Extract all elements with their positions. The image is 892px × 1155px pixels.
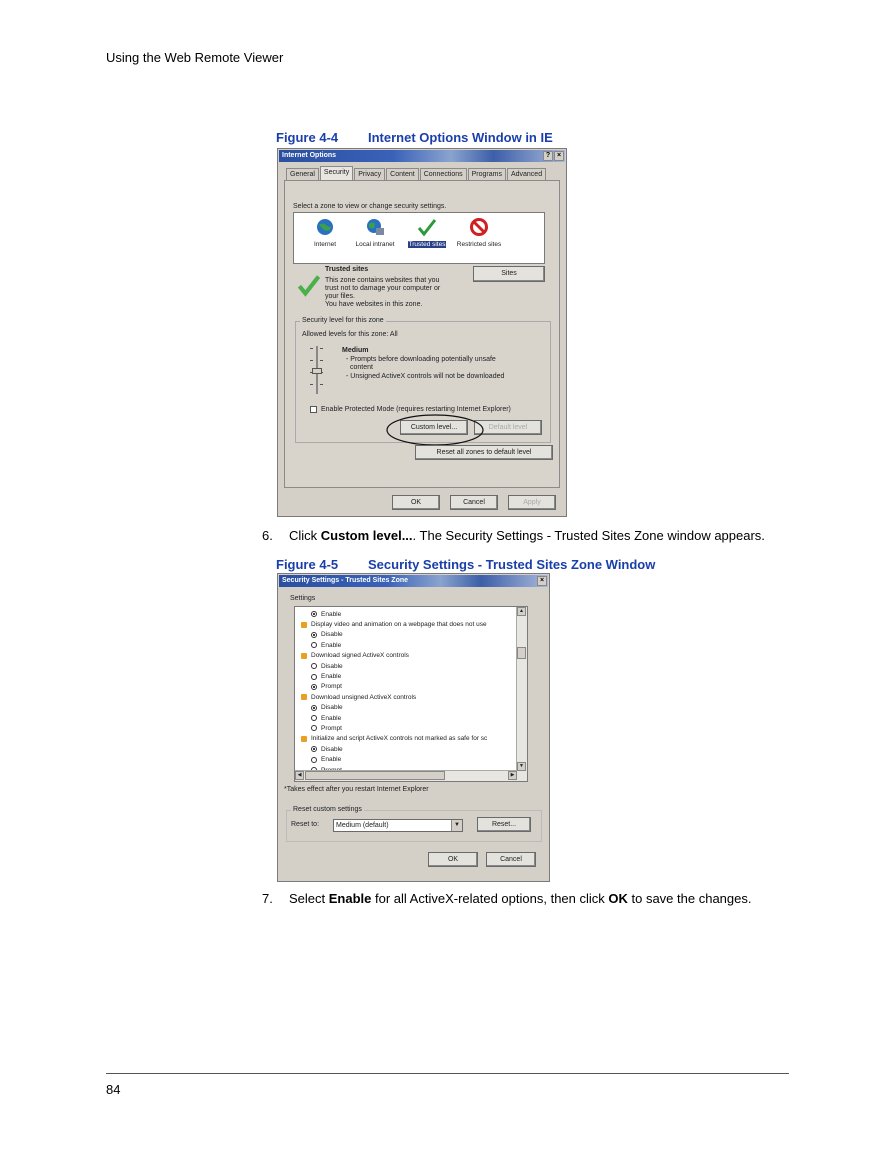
figure-number: Figure 4-4: [276, 130, 339, 145]
zone-local-intranet[interactable]: [350, 217, 400, 248]
security-settings-window: [277, 573, 550, 882]
slider-thumb[interactable]: [312, 368, 322, 374]
checkmark-icon: [417, 217, 437, 237]
radio-button[interactable]: [311, 674, 317, 680]
radio-button[interactable]: [311, 642, 317, 648]
setting-radio-option[interactable]: [311, 744, 487, 754]
radio-button[interactable]: [311, 725, 317, 731]
security-slider[interactable]: [310, 346, 324, 394]
globe-icon: [315, 217, 335, 237]
zone-label: Local intranet: [355, 241, 395, 248]
cancel-button[interactable]: Cancel: [486, 852, 536, 867]
figure-number: Figure 4-5: [276, 557, 339, 572]
step-bold: Custom level...: [320, 528, 413, 543]
window-titlebar: [279, 150, 565, 162]
level-name: Medium: [342, 347, 369, 354]
window-title: Security Settings - Trusted Sites Zone: [282, 577, 409, 584]
setting-radio-option[interactable]: [311, 630, 487, 640]
horizontal-scrollbar[interactable]: [295, 770, 517, 781]
radio-button[interactable]: [311, 715, 317, 721]
settings-item-icon: [301, 653, 307, 659]
setting-label: Enable: [321, 756, 342, 764]
step-text: for all ActiveX-related options, then click: [371, 891, 609, 906]
ok-button[interactable]: OK: [392, 495, 440, 510]
zone-title: Trusted sites: [325, 266, 369, 273]
tab-strip: [286, 168, 547, 180]
radio-button[interactable]: [311, 632, 317, 638]
radio-button[interactable]: [311, 684, 317, 690]
setting-label: Display video and animation on a webpage that does not use: [311, 621, 487, 629]
zone-list: [293, 212, 545, 264]
level-desc-line: - Prompts before downloading potentially unsafe: [346, 356, 496, 363]
checkmark-icon: [297, 273, 321, 297]
step-number: 7.: [262, 891, 273, 906]
default-level-button[interactable]: Default level: [474, 420, 542, 435]
zone-desc-line: This zone contains websites that you: [325, 277, 440, 284]
setting-radio-option[interactable]: [311, 609, 487, 619]
step-bold: Enable: [328, 891, 372, 906]
zone-trusted-sites[interactable]: [402, 217, 452, 248]
radio-button[interactable]: [311, 757, 317, 763]
reset-to-value: Medium (default): [336, 822, 389, 829]
running-header: Using the Web Remote Viewer: [106, 50, 284, 65]
window-titlebar: [279, 575, 548, 587]
setting-label: Enable: [321, 610, 342, 618]
zone-restricted-sites[interactable]: [454, 217, 504, 248]
zone-prompt: Select a zone to view or change security settings.: [293, 203, 447, 210]
settings-items: [311, 609, 487, 775]
zone-internet[interactable]: [300, 217, 350, 248]
setting-label: Disable: [321, 662, 343, 670]
tab-connections[interactable]: Connections: [420, 168, 467, 180]
setting-radio-option[interactable]: [311, 661, 487, 671]
apply-button[interactable]: Apply: [508, 495, 556, 510]
window-title: Internet Options: [282, 152, 337, 159]
chevron-down-icon[interactable]: ▼: [451, 820, 462, 831]
step-text: Select: [289, 891, 329, 906]
setting-heading[interactable]: [301, 619, 487, 629]
protected-mode-checkbox[interactable]: [310, 406, 317, 413]
internet-options-window: [277, 148, 567, 517]
radio-button[interactable]: [311, 746, 317, 752]
security-tab-panel: [284, 180, 560, 488]
restart-note: *Takes effect after you restart Internet Explorer: [284, 786, 429, 793]
figure-title: Internet Options Window in IE: [368, 130, 553, 145]
radio-button[interactable]: [311, 663, 317, 669]
scroll-right-arrow[interactable]: ▶: [508, 771, 517, 780]
close-button[interactable]: ×: [537, 576, 547, 586]
settings-item-icon: [301, 622, 307, 628]
tab-programs[interactable]: Programs: [468, 168, 506, 180]
radio-button[interactable]: [311, 611, 317, 617]
reset-to-label: Reset to:: [291, 821, 320, 828]
tab-general[interactable]: General: [286, 168, 319, 180]
setting-radio-option[interactable]: [311, 723, 487, 733]
footer-divider: [106, 1073, 789, 1074]
ok-button[interactable]: OK: [428, 852, 478, 867]
setting-heading[interactable]: [301, 692, 487, 702]
highlight-ellipse: [385, 413, 485, 447]
scroll-up-arrow[interactable]: ▲: [517, 607, 526, 616]
setting-label: Disable: [321, 704, 343, 712]
setting-radio-option[interactable]: [311, 671, 487, 681]
reset-button[interactable]: Reset...: [477, 817, 531, 832]
step-text: Click: [289, 528, 321, 543]
zone-label: Trusted sites: [408, 241, 446, 248]
intranet-icon: [365, 217, 385, 237]
step-6: [262, 528, 765, 543]
setting-radio-option[interactable]: [311, 640, 487, 650]
setting-label: Prompt: [321, 683, 342, 691]
custom-level-button[interactable]: Custom level...: [400, 420, 468, 435]
settings-list[interactable]: [294, 606, 528, 782]
reset-custom-settings-group: [286, 806, 542, 842]
reset-to-select[interactable]: [333, 819, 463, 832]
page-number: 84: [106, 1082, 121, 1097]
zone-desc-line: trust not to damage your computer or: [325, 285, 441, 292]
protected-mode-label: Enable Protected Mode (requires restarting Internet Explorer): [321, 406, 511, 413]
step-number: 6.: [262, 528, 273, 543]
reset-all-zones-button[interactable]: Reset all zones to default level: [415, 445, 553, 460]
setting-radio-option[interactable]: [311, 754, 487, 764]
setting-label: Enable: [321, 641, 342, 649]
restricted-icon: [469, 217, 489, 237]
setting-label: Download unsigned ActiveX controls: [311, 693, 417, 701]
setting-label: Enable: [321, 673, 342, 681]
settings-label: Settings: [290, 595, 316, 602]
figure-4-5-caption: [276, 557, 655, 572]
setting-label: Initialize and script ActiveX controls not marked as safe for sc: [311, 735, 488, 743]
tab-advanced[interactable]: Advanced: [507, 168, 546, 180]
setting-heading[interactable]: [301, 651, 487, 661]
allowed-levels: Allowed levels for this zone: All: [302, 331, 398, 338]
close-button[interactable]: ×: [554, 151, 564, 161]
zone-desc-line: your files.: [325, 293, 355, 300]
group-label: Reset custom settings: [293, 806, 362, 813]
level-desc-line: - Unsigned ActiveX controls will not be downloaded: [346, 373, 505, 380]
step-7: [262, 891, 751, 906]
step-text: to save the changes.: [627, 891, 752, 906]
hscroll-thumb[interactable]: [305, 771, 445, 780]
zone-label: Restricted sites: [456, 241, 502, 248]
step-bold: OK: [608, 891, 628, 906]
setting-label: Disable: [321, 745, 343, 753]
zone-label: Internet: [313, 241, 337, 248]
radio-button[interactable]: [311, 705, 317, 711]
setting-radio-option[interactable]: [311, 703, 487, 713]
setting-radio-option[interactable]: [311, 713, 487, 723]
help-button[interactable]: ?: [543, 151, 553, 161]
setting-heading[interactable]: [301, 734, 487, 744]
group-label: Security level for this zone: [302, 317, 384, 324]
settings-item-icon: [301, 694, 307, 700]
setting-label: Download signed ActiveX controls: [311, 652, 409, 660]
step-text: . The Security Settings - Trusted Sites Zone window appears.: [412, 528, 765, 543]
setting-label: Prompt: [321, 724, 342, 732]
cancel-button[interactable]: Cancel: [450, 495, 498, 510]
setting-radio-option[interactable]: [311, 682, 487, 692]
scroll-thumb[interactable]: [517, 647, 526, 659]
tab-security[interactable]: Security: [320, 166, 353, 180]
tab-content[interactable]: Content: [386, 168, 419, 180]
level-desc-line: content: [350, 364, 373, 371]
zone-desc-line: You have websites in this zone.: [325, 301, 423, 308]
setting-label: Enable: [321, 714, 342, 722]
figure-title: Security Settings - Trusted Sites Zone Window: [368, 557, 656, 572]
scroll-down-arrow[interactable]: ▼: [517, 762, 526, 771]
tab-privacy[interactable]: Privacy: [354, 168, 385, 180]
scroll-left-arrow[interactable]: ◀: [295, 771, 304, 780]
figure-4-4-caption: [276, 130, 553, 145]
vertical-scrollbar[interactable]: [516, 607, 527, 781]
setting-label: Disable: [321, 631, 343, 639]
settings-item-icon: [301, 736, 307, 742]
sites-button[interactable]: Sites: [473, 266, 545, 282]
